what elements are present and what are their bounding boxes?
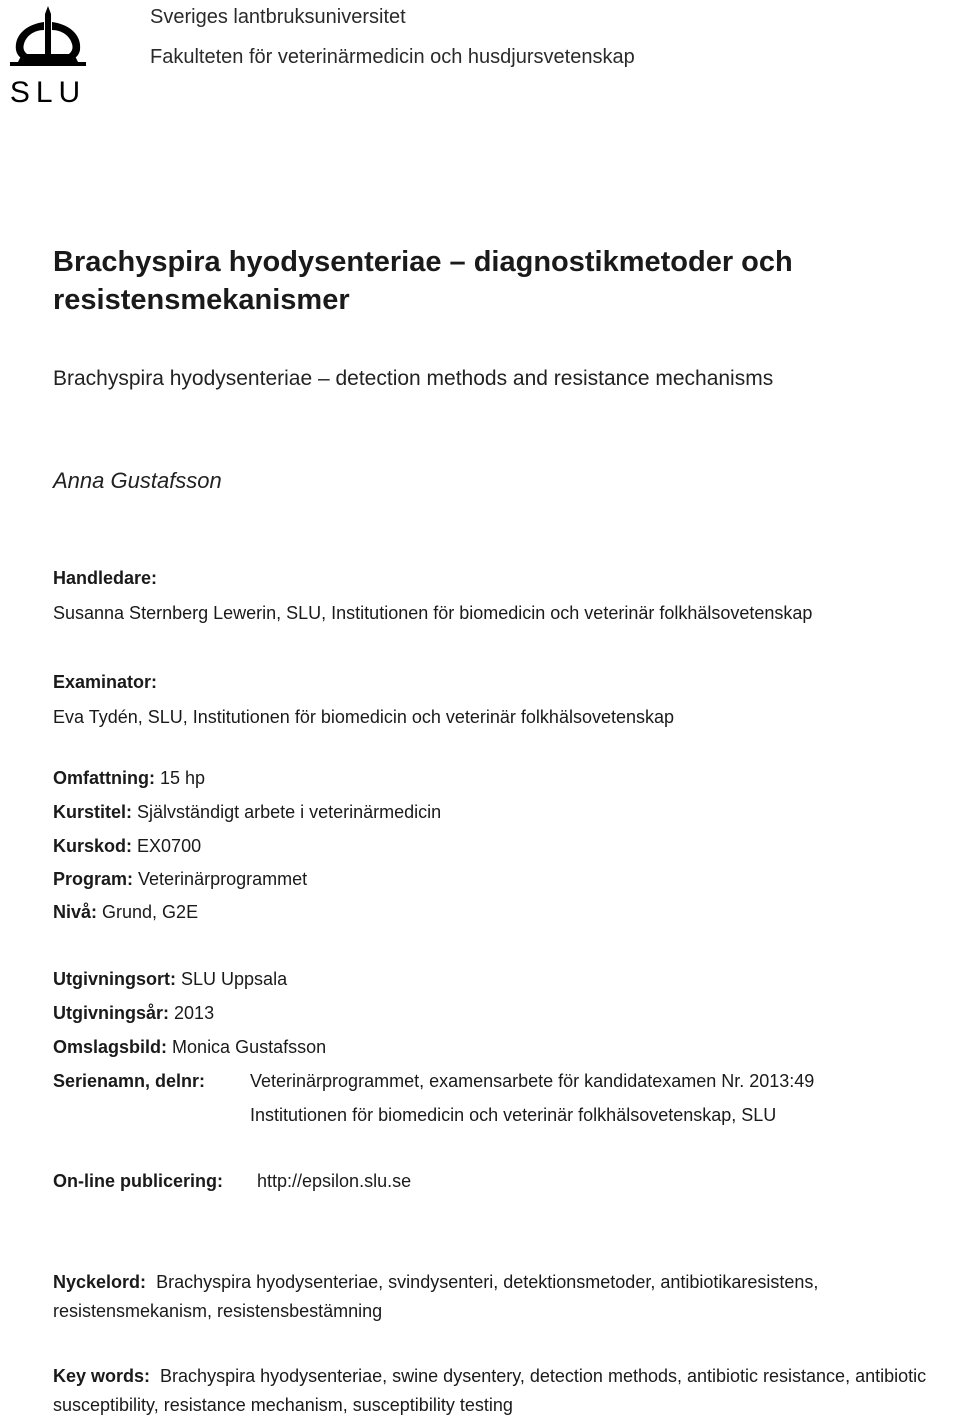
english-title: Brachyspira hyodysenteriae – detection methods and resistance mechanisms bbox=[53, 367, 774, 390]
course-code-row bbox=[53, 836, 201, 857]
faculty-name: Fakulteten för veterinärmedicin och husdjursvetenskap bbox=[150, 46, 635, 68]
slu-logo bbox=[4, 4, 92, 106]
slu-emblem-icon bbox=[4, 4, 92, 106]
examiner-label: Examinator: bbox=[53, 672, 158, 692]
publication-place-value: SLU Uppsala bbox=[181, 969, 288, 989]
series-value-line-2: Institutionen för biomedicin och veterinär folkhälsovetenskap, SLU bbox=[250, 1105, 777, 1125]
level-label: Nivå: bbox=[53, 902, 98, 922]
keywords-en bbox=[53, 1362, 953, 1420]
publication-year-value: 2013 bbox=[174, 1003, 215, 1023]
publication-year-row bbox=[53, 1003, 214, 1024]
course-title-value: Självständigt arbete i veterinärmedicin bbox=[137, 802, 442, 822]
scope-value: 15 hp bbox=[160, 768, 206, 788]
university-name: Sveriges lantbruksuniversitet bbox=[150, 6, 406, 28]
course-title-row bbox=[53, 802, 441, 823]
level-row bbox=[53, 902, 198, 923]
program-row bbox=[53, 869, 307, 890]
course-title-label: Kurstitel: bbox=[53, 802, 133, 822]
thesis-title-line-2: resistensmekanismer bbox=[53, 284, 350, 316]
cover-image-label: Omslagsbild: bbox=[53, 1037, 168, 1057]
keywords-sv bbox=[53, 1268, 953, 1326]
publication-place-row bbox=[53, 969, 287, 990]
keywords-sv-label: Nyckelord: bbox=[53, 1272, 147, 1292]
supervisor-label: Handledare: bbox=[53, 568, 158, 588]
author-name: Anna Gustafsson bbox=[53, 468, 222, 493]
program-value: Veterinärprogrammet bbox=[138, 869, 308, 889]
svg-text:SLU: SLU bbox=[9, 76, 87, 106]
scope-label: Omfattning: bbox=[53, 768, 155, 788]
keywords-en-value: Brachyspira hyodysenteriae, swine dysentery, detection methods, antibiotic resistance, antibiotic susceptibility, resistance mechanism, susceptibility testing bbox=[53, 1366, 927, 1415]
cover-image-value: Monica Gustafsson bbox=[172, 1037, 327, 1057]
keywords-en-label: Key words: bbox=[53, 1366, 151, 1386]
course-code-label: Kurskod: bbox=[53, 836, 133, 856]
level-value: Grund, G2E bbox=[102, 902, 199, 922]
supervisor-value: Susanna Sternberg Lewerin, SLU, Institutionen för biomedicin och veterinär folkhälsovetenskap bbox=[53, 603, 813, 623]
series-value-line-1: Veterinärprogrammet, examensarbete för kandidatexamen Nr. 2013:49 bbox=[250, 1071, 815, 1091]
online-publication-link[interactable]: http://epsilon.slu.se bbox=[257, 1171, 412, 1191]
online-publication-label: On-line publicering: bbox=[53, 1171, 223, 1191]
scope-row bbox=[53, 768, 205, 789]
series-label: Serienamn, delnr: bbox=[53, 1071, 206, 1091]
thesis-title-line-1: Brachyspira hyodysenteriae – diagnostikmetoder och bbox=[53, 246, 793, 278]
examiner-value: Eva Tydén, SLU, Institutionen för biomedicin och veterinär folkhälsovetenskap bbox=[53, 707, 675, 727]
cover-image-row bbox=[53, 1037, 326, 1058]
publication-place-label: Utgivningsort: bbox=[53, 969, 176, 989]
publication-year-label: Utgivningsår: bbox=[53, 1003, 170, 1023]
keywords-sv-value: Brachyspira hyodysenteriae, svindysenteri, detektionsmetoder, antibiotikaresistens, resistensmekanism, resistensbestämning bbox=[53, 1272, 819, 1321]
program-label: Program: bbox=[53, 869, 134, 889]
course-code-value: EX0700 bbox=[137, 836, 202, 856]
